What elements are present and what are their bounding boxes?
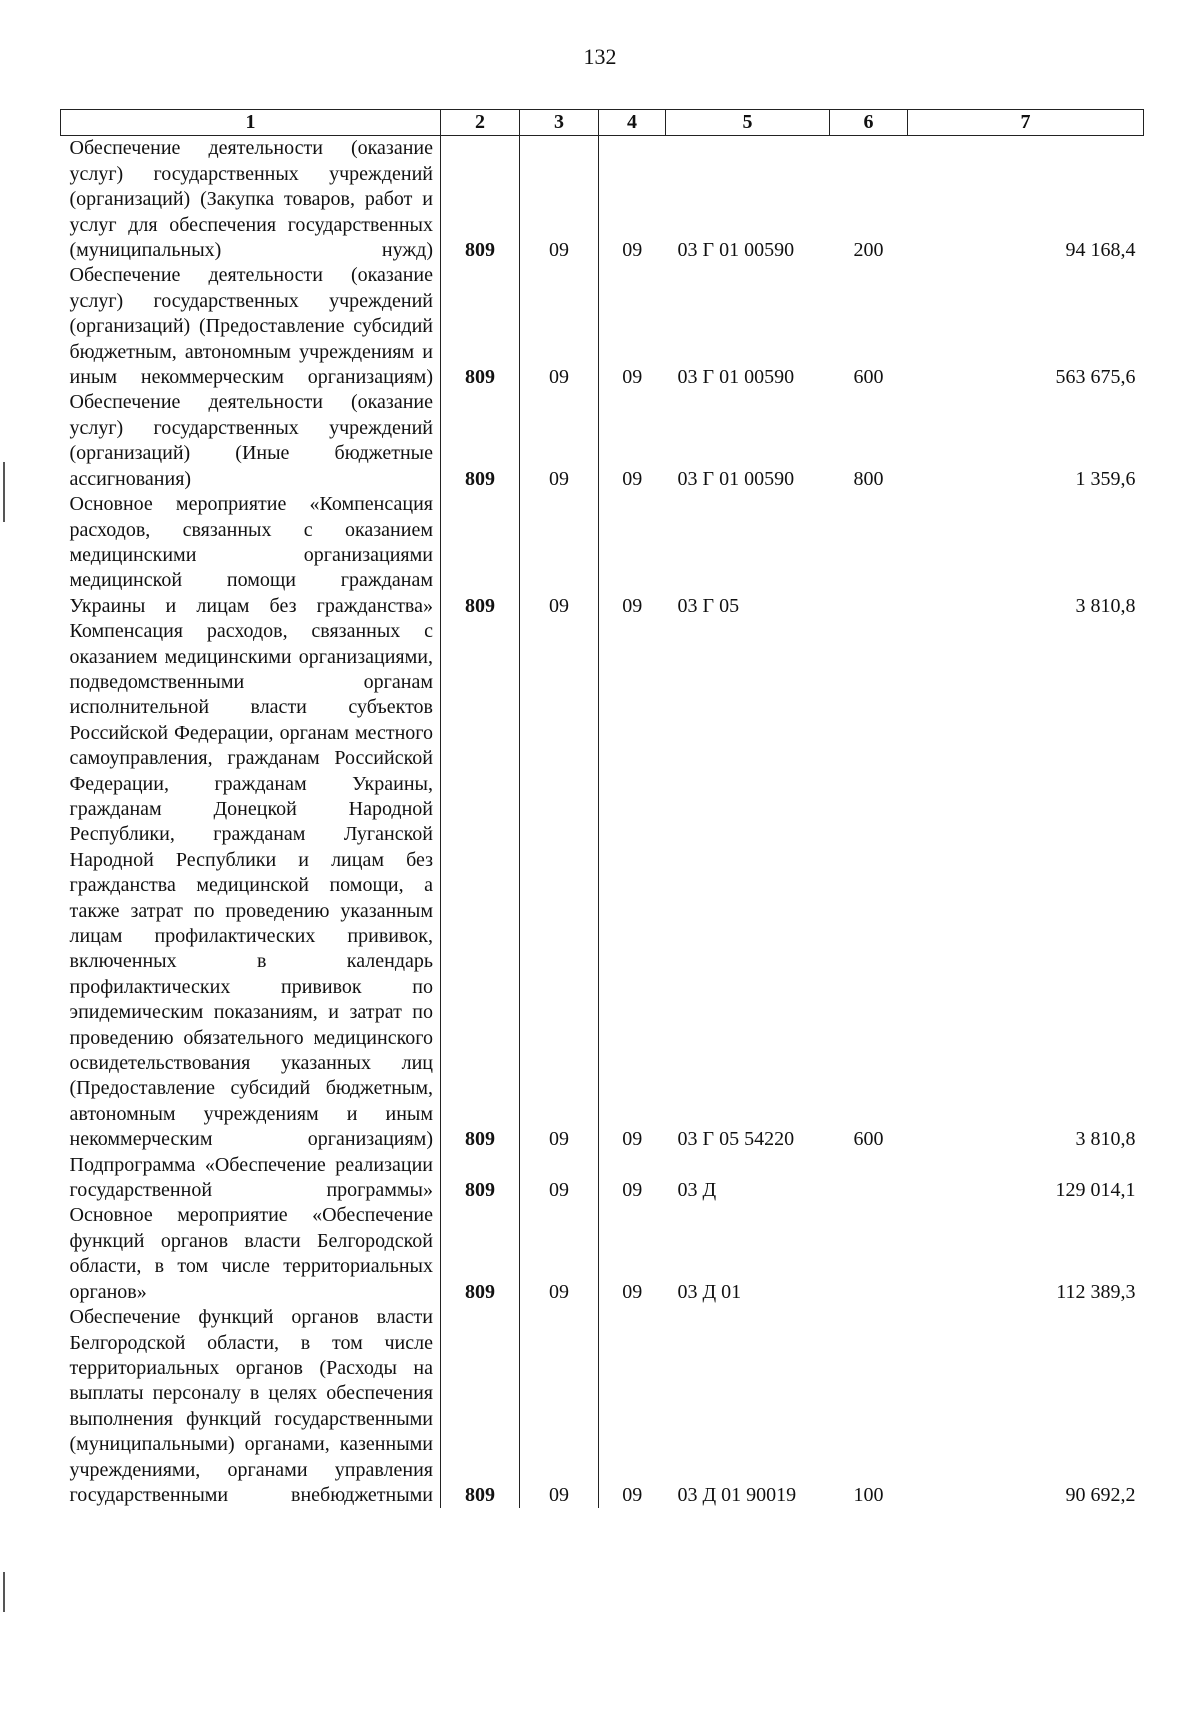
cell-subsection: 09 (622, 1179, 643, 1202)
column-header-5: 5 (666, 110, 830, 136)
column-header-1: 1 (61, 110, 441, 136)
budget-table (60, 109, 1144, 1508)
column-header-4: 4 (599, 110, 666, 136)
cell-section: 09 (520, 619, 599, 1153)
table-row (61, 263, 1144, 390)
cell-expense-type (830, 492, 908, 619)
cell-subsection: 09 (622, 1483, 643, 1506)
cell-amount: 3 810,8 (1075, 1128, 1136, 1151)
table-row (61, 492, 1144, 619)
row-description: Обеспечение деятельности (оказание услуг) государственных учреждений (организаций) (Закупка товаров, работ и услуг для обеспечения государственных (муниципальных) нужд) (61, 136, 441, 264)
cell-section: 09 (520, 390, 599, 492)
row-description: Подпрограмма «Обеспечение реализации государственной программы» (61, 1153, 441, 1204)
column-header-2: 2 (441, 110, 520, 136)
table-row (61, 619, 1144, 1153)
cell-target-article: 03 Г 01 00590 (677, 239, 795, 262)
row-description: Основное мероприятие «Компенсация расходов, связанных с оказанием медицинскими организациями медицинской помощи гражданам Украины и лицам без гражданства» (61, 492, 441, 619)
table-row (61, 1153, 1144, 1204)
cell-expense-type (830, 1153, 908, 1204)
row-description: Компенсация расходов, связанных с оказанием медицинскими организациями, подведомственными органам исполнительной власти субъектов Российской Федерации, органам местного самоуправления, гражданам Российской Федерации, гражданам Украины, гражданам Донецкой Народной Республики, гражданам Луганской Народной Республики и лицам без гражданства медицинской помощи, а также затрат по проведению указанным лицам профилактических прививок, включенных в календарь профилактических прививок по эпидемическим показаниям, и затрат по проведению обязательного медицинского освидетельствования указанных лиц (Предоставление субсидий бюджетным, автономным учреждениям и иным некоммерческим организациям) (61, 619, 441, 1153)
cell-section: 09 (520, 1305, 599, 1508)
table-row (61, 1203, 1144, 1305)
cell-subsection: 09 (622, 594, 643, 617)
cell-amount: 1 359,6 (1075, 467, 1136, 490)
cell-subsection: 09 (622, 467, 643, 490)
cell-target-article: 03 Г 01 00590 (677, 467, 795, 490)
cell-expense-type: 800 (853, 467, 884, 490)
cell-code: 809 (441, 263, 520, 390)
cell-subsection: 09 (622, 1128, 643, 1151)
cell-amount: 3 810,8 (1075, 594, 1136, 617)
cell-section: 09 (520, 492, 599, 619)
table-row (61, 1305, 1144, 1508)
table-row (61, 390, 1144, 492)
cell-code: 809 (441, 619, 520, 1153)
cell-subsection: 09 (622, 366, 643, 389)
cell-expense-type: 600 (853, 1128, 884, 1151)
cell-code: 809 (441, 1305, 520, 1508)
cell-target-article: 03 Д (677, 1179, 717, 1202)
table-header-row (61, 110, 1144, 136)
cell-expense-type (830, 1203, 908, 1305)
table-row (61, 136, 1144, 264)
cell-code: 809 (441, 1153, 520, 1204)
cell-amount: 112 389,3 (1056, 1280, 1136, 1303)
scan-edge-mark (3, 1572, 5, 1612)
cell-target-article: 03 Д 01 90019 (677, 1483, 797, 1506)
cell-amount: 94 168,4 (1065, 239, 1136, 262)
cell-code: 809 (441, 390, 520, 492)
cell-section: 09 (520, 1203, 599, 1305)
cell-section: 09 (520, 263, 599, 390)
cell-code: 809 (441, 136, 520, 264)
row-description: Обеспечение функций органов власти Белгородской области, в том числе территориальных органов (Расходы на выплаты персоналу в целях обеспечения выполнения функций государственными (муниципальными) органами, казенными учреждениями, органами управления государственными внебюджетными (61, 1305, 441, 1508)
cell-target-article: 03 Г 01 00590 (677, 366, 795, 389)
cell-target-article: 03 Д 01 (677, 1280, 742, 1303)
cell-expense-type: 100 (853, 1483, 884, 1506)
cell-target-article: 03 Г 05 54220 (677, 1128, 795, 1151)
cell-subsection: 09 (622, 1280, 643, 1303)
cell-target-article: 03 Г 05 (677, 594, 740, 617)
cell-expense-type: 600 (853, 366, 884, 389)
cell-section: 09 (520, 136, 599, 264)
cell-amount: 563 675,6 (1055, 366, 1136, 389)
column-header-3: 3 (520, 110, 599, 136)
cell-expense-type: 200 (853, 239, 884, 262)
row-description: Обеспечение деятельности (оказание услуг) государственных учреждений (организаций) (Предоставление субсидий бюджетным, автономным учреждениям и иным некоммерческим организациям) (61, 263, 441, 390)
cell-subsection: 09 (622, 239, 643, 262)
page-number: 132 (583, 44, 617, 69)
column-header-6: 6 (830, 110, 908, 136)
cell-section: 09 (520, 1153, 599, 1204)
cell-code: 809 (441, 492, 520, 619)
cell-code: 809 (441, 1203, 520, 1305)
cell-amount: 90 692,2 (1065, 1483, 1136, 1506)
scan-edge-mark (3, 462, 5, 522)
row-description: Обеспечение деятельности (оказание услуг) государственных учреждений (организаций) (Иные бюджетные ассигнования) (61, 390, 441, 492)
row-description: Основное мероприятие «Обеспечение функций органов власти Белгородской области, в том числе территориальных органов» (61, 1203, 441, 1305)
column-header-7: 7 (908, 110, 1144, 136)
cell-amount: 129 014,1 (1055, 1179, 1136, 1202)
